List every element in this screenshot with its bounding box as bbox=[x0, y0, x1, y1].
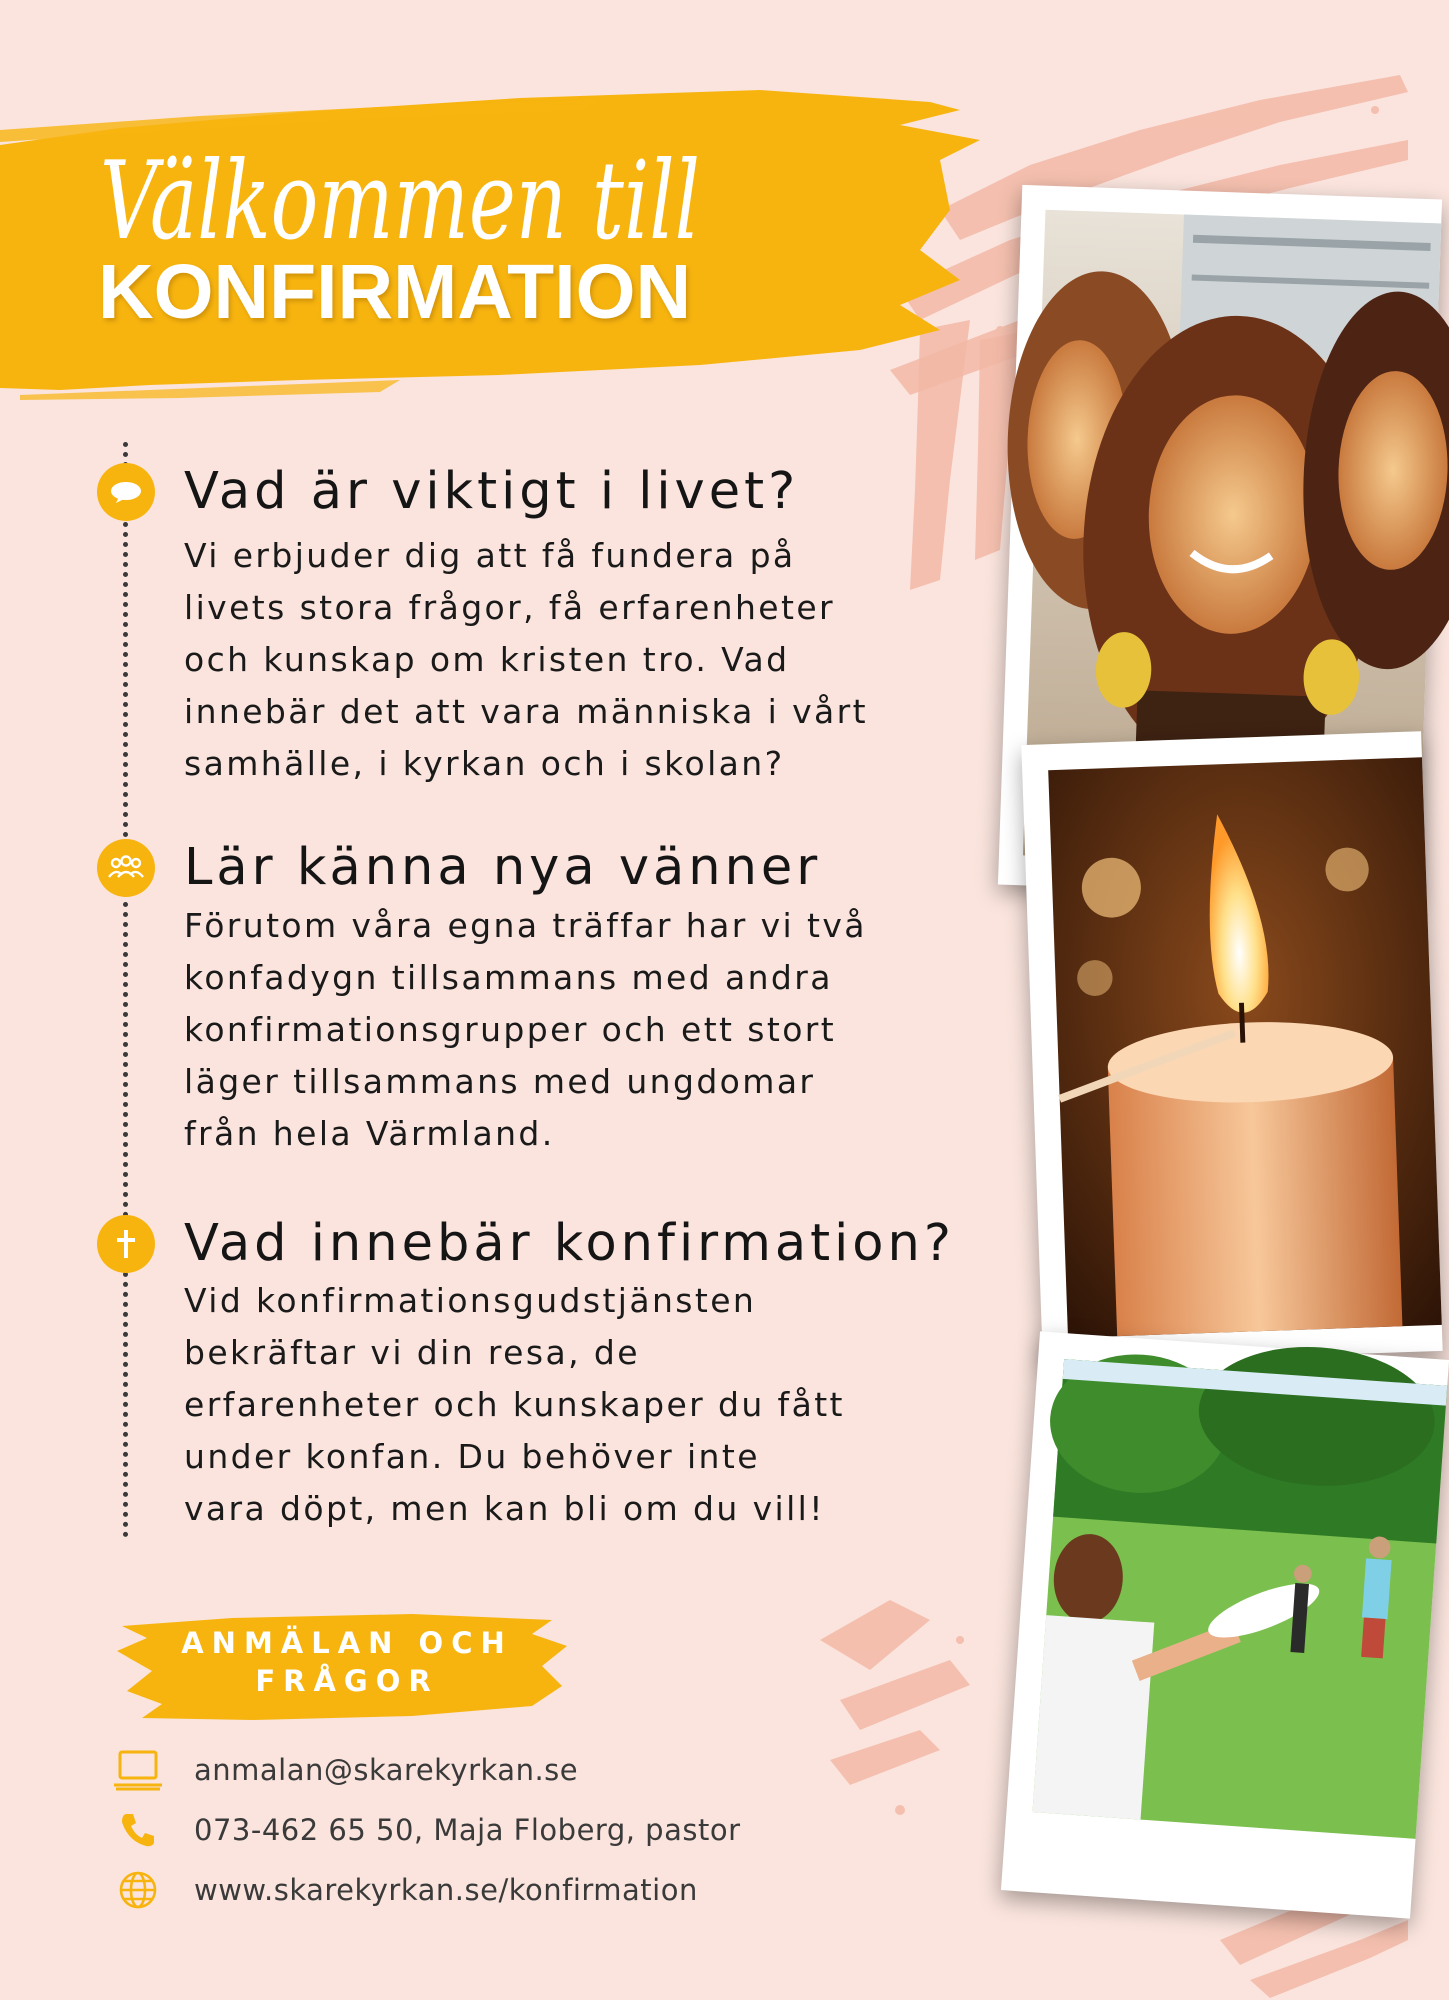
timeline-dotted-line bbox=[123, 442, 128, 1538]
globe-icon bbox=[110, 1865, 166, 1915]
section-2-line: Förutom våra egna träffar har vi två bbox=[184, 906, 867, 945]
signup-heading bbox=[132, 1624, 562, 1700]
candle-photo bbox=[1021, 731, 1442, 1365]
section-3-line: erfarenheter och kunskaper du fått bbox=[184, 1385, 845, 1424]
speech-bubble-icon bbox=[97, 463, 155, 521]
section-1-line: Vi erbjuder dig att få fundera på bbox=[184, 536, 796, 575]
contact-email[interactable]: anmalan@skarekyrkan.se bbox=[194, 1753, 579, 1787]
section-body-3 bbox=[184, 1275, 964, 1535]
frisbee-photo bbox=[1001, 1331, 1449, 1918]
contact-phone-row bbox=[110, 1805, 741, 1855]
laptop-icon bbox=[110, 1745, 166, 1795]
section-heading-3: Vad innebär konfirmation? bbox=[184, 1214, 955, 1273]
signup-heading-line1: ANMÄLAN OCH bbox=[181, 1626, 513, 1660]
section-1-line: livets stora frågor, få erfarenheter bbox=[184, 588, 836, 627]
section-3-line: under konfan. Du behöver inte bbox=[184, 1437, 760, 1476]
section-body-2 bbox=[184, 900, 964, 1160]
section-1-line: innebär det att vara människa i vårt bbox=[184, 692, 868, 731]
contact-phone[interactable]: 073-462 65 50, Maja Floberg, pastor bbox=[194, 1813, 741, 1847]
phone-icon bbox=[110, 1805, 166, 1855]
section-3-line: vara döpt, men kan bli om du vill! bbox=[184, 1489, 825, 1528]
main-title: KONFIRMATION bbox=[98, 249, 692, 335]
section-2-line: läger tillsammans med ungdomar bbox=[184, 1062, 816, 1101]
section-3-line: bekräftar vi din resa, de bbox=[184, 1333, 640, 1372]
section-heading-2: Lär känna nya vänner bbox=[184, 838, 822, 897]
section-2-line: konfadygn tillsammans med andra bbox=[184, 958, 833, 997]
cross-icon bbox=[97, 1215, 155, 1273]
contact-web[interactable]: www.skarekyrkan.se/konfirmation bbox=[194, 1873, 698, 1907]
section-body-1 bbox=[184, 530, 964, 790]
contact-web-row bbox=[110, 1865, 698, 1915]
signup-heading-line2: FRÅGOR bbox=[255, 1664, 439, 1698]
section-heading-1: Vad är viktigt i livet? bbox=[184, 462, 800, 521]
contact-email-row bbox=[110, 1745, 579, 1795]
title-script-text: Välkommen till bbox=[100, 139, 700, 264]
section-2-line: konfirmationsgrupper och ett stort bbox=[184, 1010, 837, 1049]
group-icon bbox=[97, 839, 155, 897]
section-2-line: från hela Värmland. bbox=[184, 1114, 555, 1153]
section-3-line: Vid konfirmationsgudstjänsten bbox=[184, 1281, 757, 1320]
section-1-line: och kunskap om kristen tro. Vad bbox=[184, 640, 790, 679]
section-1-line: samhälle, i kyrkan och i skolan? bbox=[184, 744, 785, 783]
